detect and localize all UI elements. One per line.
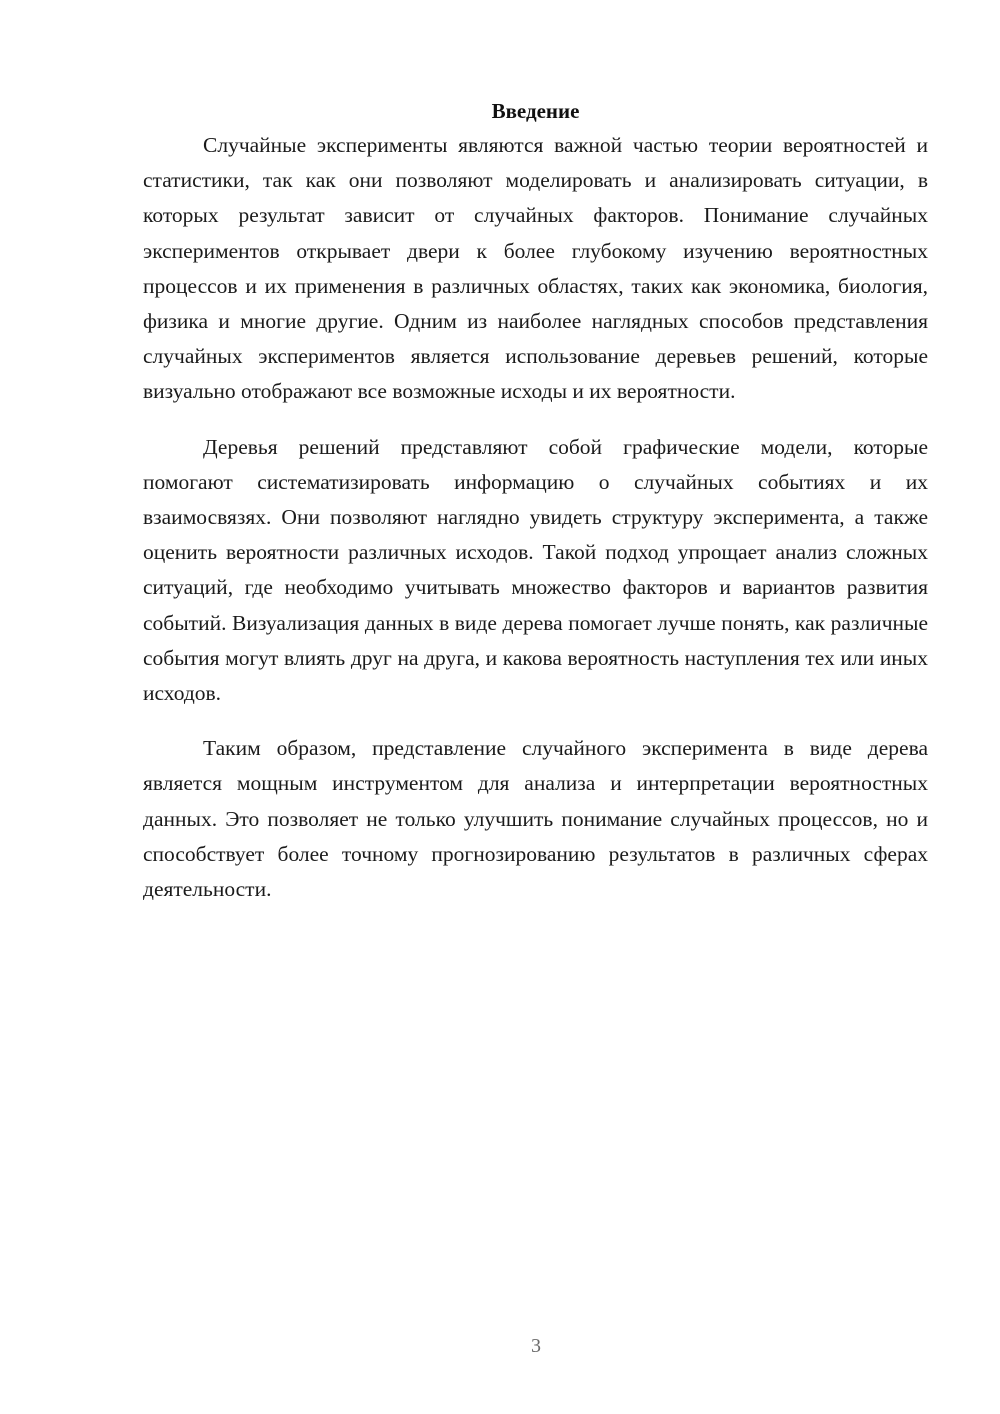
section-heading: Введение xyxy=(491,99,580,123)
paragraph-intro: Случайные эксперименты являются важной частью теории вероятностей и статистики, так как они позволяют моделировать и анализировать ситуации, в которых результат зависит от случайных факторов. Понимание случайных экспериментов открывает двери к более глубокому изучению вероятностных процессов и их применения в различных областях, таких как экономика, биология, физика и многие другие. Одним из наиболее наглядных способов представления случайных экспериментов является использование деревьев решений, которые визуально отображают все возможные исходы и их вероятности. xyxy=(143,133,928,404)
page-number: 3 xyxy=(531,1335,541,1357)
paragraph-decision-trees: Деревья решений представляют собой графические модели, которые помогают систематизировать информацию о случайных событиях и их взаимосвязях. Они позволяют наглядно увидеть структуру эксперимента, а также оценить вероятности различных исходов. Такой подход упрощает анализ сложных ситуаций, где необходимо учитывать множество факторов и вариантов развития событий. Визуализация данных в виде дерева помогает лучше понять, как различные события могут влиять друг на друга, и какова вероятность наступления тех или иных исходов. xyxy=(143,434,928,706)
paragraph-conclusion: Таким образом, представление случайного эксперимента в виде дерева является мощным инструментом для анализа и интерпретации вероятностных данных. Это позволяет не только улучшить понимание случайных процессов, но и способствует более точному прогнозированию результатов в различных сферах деятельности. xyxy=(143,736,928,902)
page-content xyxy=(143,96,928,927)
